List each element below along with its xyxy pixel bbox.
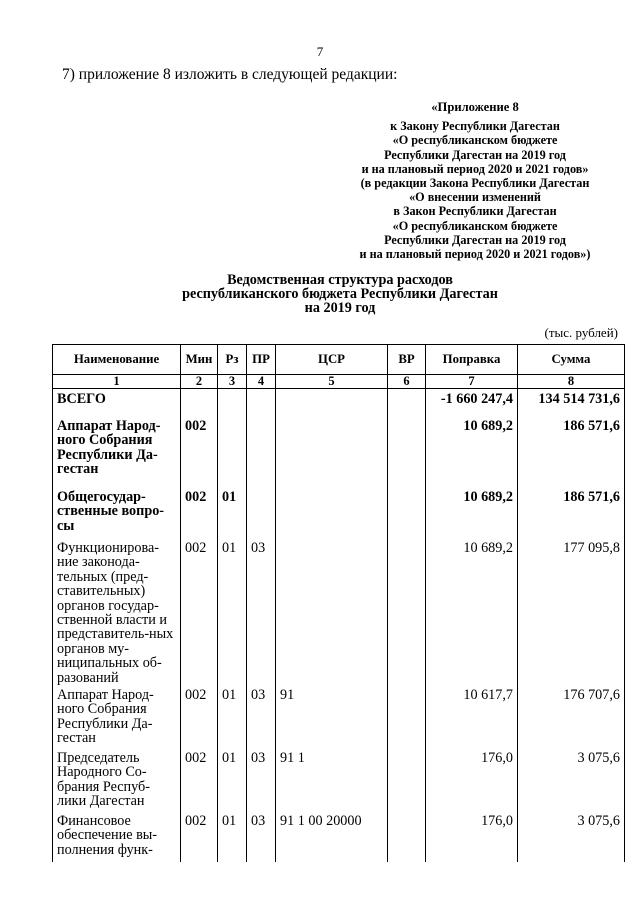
column-number-row <box>53 375 625 389</box>
appendix-line: и на плановый период 2020 и 2021 годов» <box>361 161 589 176</box>
row-name: Аппарат Народ-ного Собрания Республики Да-гестан <box>53 416 181 487</box>
header-pr: ПР <box>247 345 276 375</box>
row-min: 002 <box>181 487 218 538</box>
appendix-line: Республики Дагестан на 2019 год <box>384 147 566 162</box>
row-vr <box>388 388 426 416</box>
column-number: 5 <box>276 375 388 389</box>
row-name: Финансовое обеспечение вы-полнения функ- <box>53 811 181 862</box>
row-vr <box>388 685 426 748</box>
column-number: 4 <box>247 375 276 389</box>
row-min: 002 <box>181 538 218 685</box>
row-name: Аппарат Народ-ного Собрания Республики Да-гестан <box>53 685 181 748</box>
row-amendment: -1 660 247,4 <box>426 388 518 416</box>
appendix-line: «О внесении изменений <box>409 190 541 205</box>
row-amendment: 10 689,2 <box>426 487 518 538</box>
column-number: 1 <box>53 375 181 389</box>
row-name: Председатель Народного Со-брания Респуб-лики Дагестан <box>53 748 181 811</box>
table-title <box>120 273 560 315</box>
row-pr <box>247 416 276 487</box>
header-csr: ЦСР <box>276 345 388 375</box>
appendix-line: (в редакции Закона Республики Дагестан <box>360 176 590 191</box>
header-rz: Рз <box>218 345 247 375</box>
table-row <box>53 538 625 685</box>
row-pr <box>247 487 276 538</box>
row-min: 002 <box>181 748 218 811</box>
row-pr <box>247 388 276 416</box>
row-rz <box>218 416 247 487</box>
row-sum: 176 707,6 <box>518 685 625 748</box>
row-name: ВСЕГО <box>53 388 181 416</box>
row-min: 002 <box>181 685 218 748</box>
row-csr <box>276 538 388 685</box>
table-title-line: Ведомственная структура расходов <box>227 272 453 288</box>
row-csr <box>276 487 388 538</box>
row-sum: 134 514 731,6 <box>518 388 625 416</box>
column-number: 3 <box>218 375 247 389</box>
appendix-line: и на плановый период 2020 и 2021 годов») <box>359 247 591 262</box>
appendix-line: в Закон Республики Дагестан <box>393 204 557 219</box>
row-csr <box>276 388 388 416</box>
appendix-header <box>330 100 620 261</box>
row-amendment: 176,0 <box>426 748 518 811</box>
row-vr <box>388 811 426 862</box>
row-amendment: 176,0 <box>426 811 518 862</box>
column-number: 8 <box>518 375 625 389</box>
column-number: 6 <box>388 375 426 389</box>
appendix-title: «Приложение 8 <box>431 100 519 114</box>
table-row <box>53 685 625 748</box>
header-amendment: Поправка <box>426 345 518 375</box>
row-vr <box>388 748 426 811</box>
row-min <box>181 388 218 416</box>
header-sum: Сумма <box>518 345 625 375</box>
table-row <box>53 748 625 811</box>
row-pr: 03 <box>247 538 276 685</box>
header-name: Наименование <box>53 345 181 375</box>
row-csr: 91 1 <box>276 748 388 811</box>
row-sum: 186 571,6 <box>518 487 625 538</box>
row-csr <box>276 416 388 487</box>
page-number: 7 <box>316 44 324 59</box>
row-vr <box>388 538 426 685</box>
appendix-line: «О республиканском бюджете <box>392 218 558 233</box>
row-rz <box>218 388 247 416</box>
header-min: Мин <box>181 345 218 375</box>
table-row <box>53 416 625 487</box>
row-name: Общегосудар-ственные вопро-сы <box>53 487 181 538</box>
header-row <box>53 345 625 375</box>
intro-text: 7) приложение 8 изложить в следующей редакции: <box>62 66 398 83</box>
row-rz: 01 <box>218 685 247 748</box>
row-sum: 3 075,6 <box>518 811 625 862</box>
row-vr <box>388 416 426 487</box>
table-title-line: республиканского бюджета Республики Дагестан <box>182 286 498 302</box>
row-min: 002 <box>181 811 218 862</box>
column-number: 2 <box>181 375 218 389</box>
row-amendment: 10 689,2 <box>426 416 518 487</box>
appendix-line: к Закону Республики Дагестан <box>390 119 560 134</box>
row-csr: 91 <box>276 685 388 748</box>
header-vr: ВР <box>388 345 426 375</box>
row-pr: 03 <box>247 748 276 811</box>
row-pr: 03 <box>247 685 276 748</box>
table-row <box>53 487 625 538</box>
row-name: Функционирова-ние законода-тельных (пред-ставительных) органов государ-ственной власти и представитель-ных органов му-ниципальных об-разований <box>53 538 181 685</box>
row-sum: 3 075,6 <box>518 748 625 811</box>
row-sum: 186 571,6 <box>518 416 625 487</box>
table-row <box>53 811 625 862</box>
table-title-line: на 2019 год <box>304 300 376 316</box>
row-amendment: 10 689,2 <box>426 538 518 685</box>
row-rz: 01 <box>218 487 247 538</box>
row-min: 002 <box>181 416 218 487</box>
row-rz: 01 <box>218 811 247 862</box>
table-row <box>53 388 625 416</box>
column-number: 7 <box>426 375 518 389</box>
budget-table <box>52 344 625 862</box>
appendix-line: Республики Дагестан на 2019 год <box>384 232 566 247</box>
row-sum: 177 095,8 <box>518 538 625 685</box>
row-pr: 03 <box>247 811 276 862</box>
row-amendment: 10 617,7 <box>426 685 518 748</box>
row-csr: 91 1 00 20000 <box>276 811 388 862</box>
row-rz: 01 <box>218 748 247 811</box>
row-vr <box>388 487 426 538</box>
row-rz: 01 <box>218 538 247 685</box>
units-label: (тыс. рублей) <box>544 325 618 340</box>
appendix-line: «О республиканском бюджете <box>392 133 558 148</box>
